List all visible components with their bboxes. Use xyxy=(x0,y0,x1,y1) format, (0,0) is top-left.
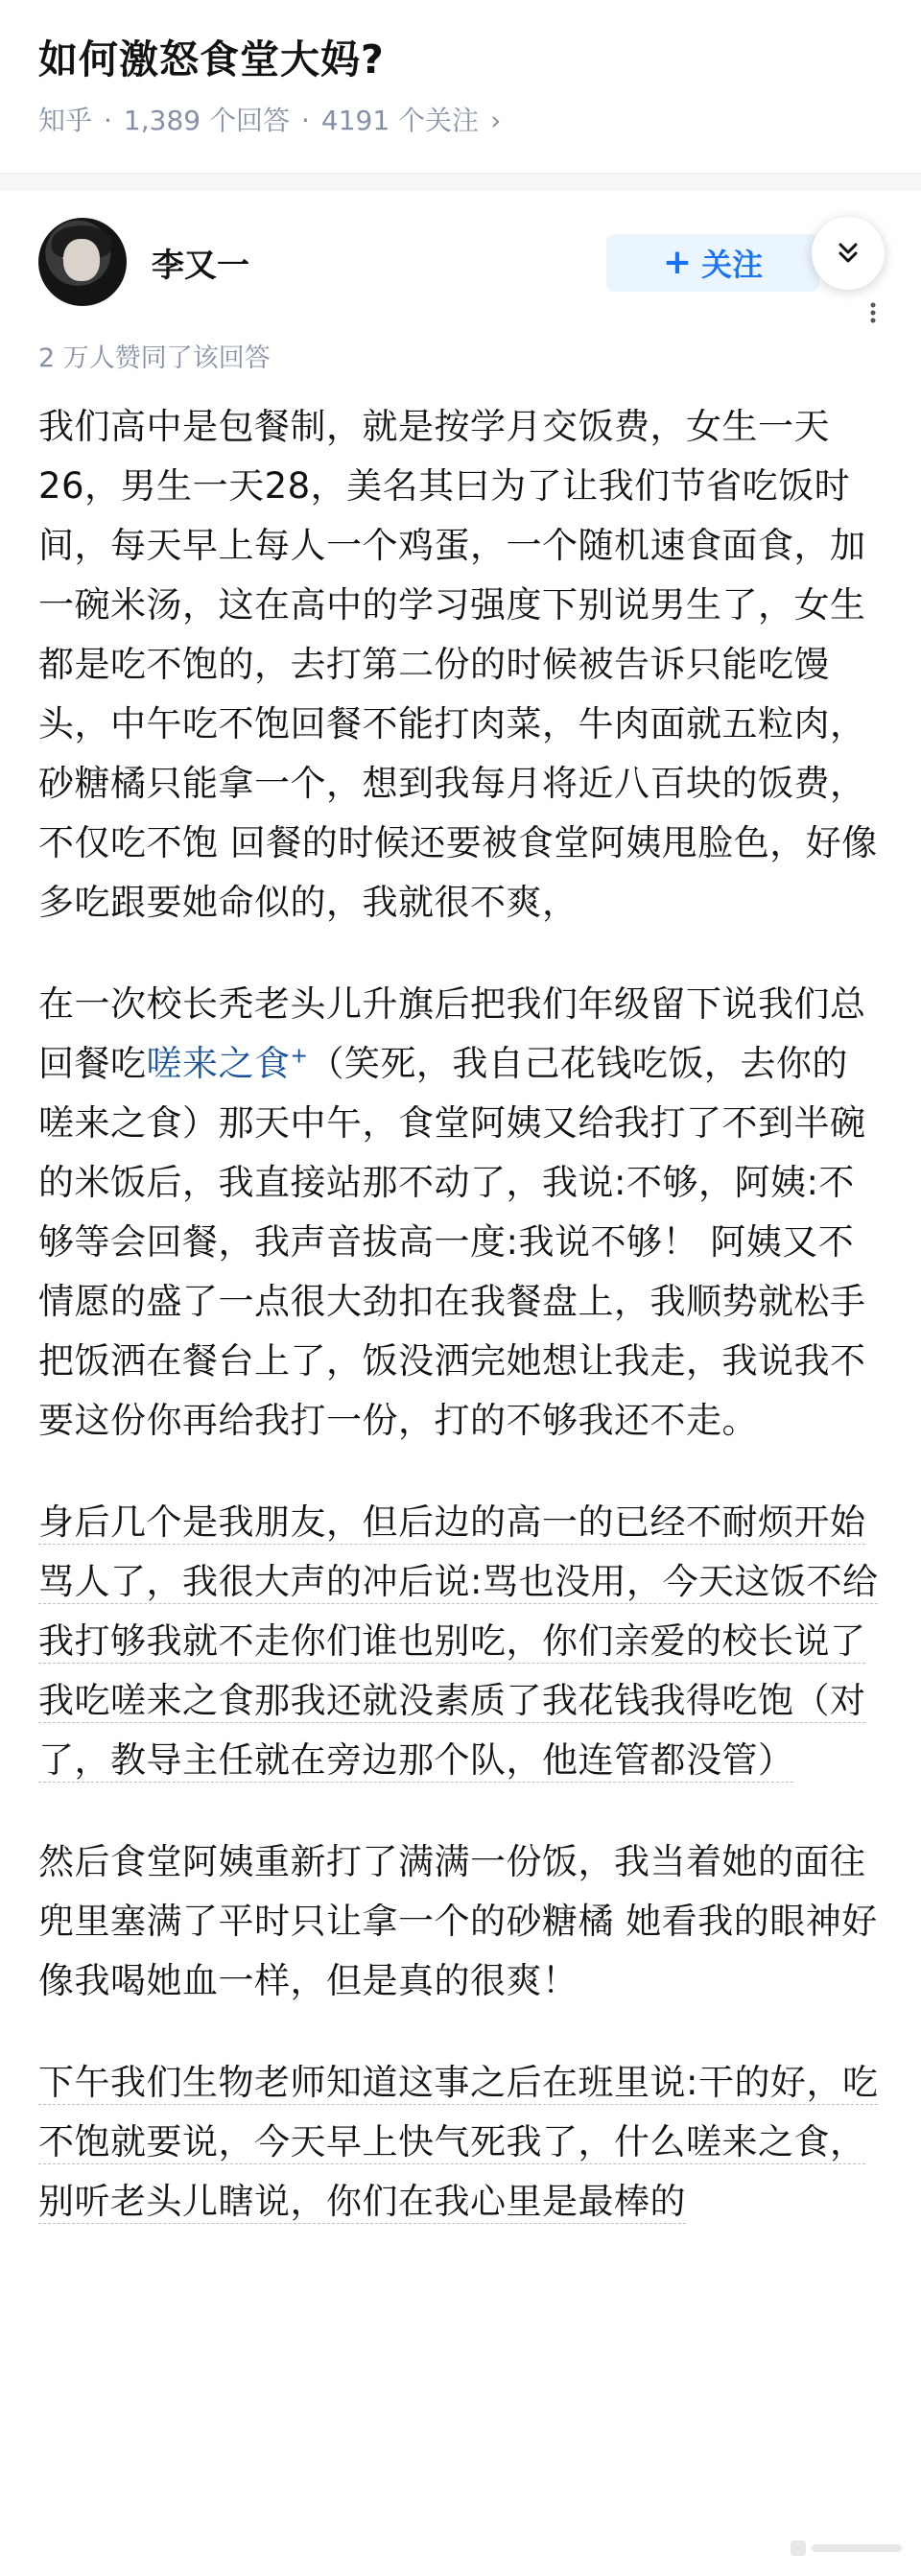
question-meta[interactable] xyxy=(38,102,883,140)
keyword-link-text: 嗟来之食 xyxy=(146,1043,291,1084)
answer-paragraph: 下午我们生物老师知道这事之后在班里说:干的好，吃不饱就要说，今天早上快气死我了，什么嗟来之食，别听老头儿瞎说，你们在我心里是最棒的 xyxy=(38,2062,879,2222)
paragraph-text: （笑死，我自己花钱吃饭，去你的嗟来之食）那天中午，食堂阿姨又给我打了不到半碗的米饭后，我直接站那不动了，我说:不够，阿姨:不够等会回餐，我声音拔高一度:我说不够！ 阿姨又不情愿的盛了一点很大劲扣在我餐盘上，我顺势就松手把饭洒在餐台上了，饭没洒完她想让我走，我说我不要这份你再给我打一份，打的不够我还不走。 xyxy=(38,1043,866,1441)
answers-count[interactable]: 1,389 个回答 xyxy=(123,105,290,136)
chevron-right-icon: › xyxy=(490,105,502,136)
plus-icon: + xyxy=(662,243,693,282)
answer-paragraph: 我们高中是包餐制，就是按学月交饭费，女生一天26，男生一天28，美名其曰为了让我们节省吃饭时间，每天早上每人一个鸡蛋，一个随机速食面食，加一碗米汤，这在高中的学习强度下别说男生了，女生都是吃不饱的，去打第二份的时候被告诉只能吃馒头，中午吃不饱回餐不能打肉菜，牛肉面就五粒肉，砂糖橘只能拿一个，想到我每月将近八百块的饭费，不仅吃不饱 回餐的时候还要被食堂阿姨甩脸色，好像多吃跟要她命似的，我就很不爽， xyxy=(38,406,878,923)
more-vertical-icon[interactable] xyxy=(863,301,883,324)
likes-count: 2 万人赞同了该回答 xyxy=(38,343,271,373)
collapse-button[interactable] xyxy=(812,217,885,290)
meta-separator: · xyxy=(300,105,310,136)
answer-paragraph: 身后几个是我朋友，但后边的高一的已经不耐烦开始骂人了，我很大声的冲后说:骂也没用，今天这饭不给我打够我就不走你们谁也别吃，你们亲爱的校长说了我吃嗟来之食那我还就没素质了我花钱我得吃饱（对了，教导主任就在旁边那个队，他连管都没管） xyxy=(38,1501,879,1781)
author-row xyxy=(0,190,921,334)
follow-label: 关注 xyxy=(701,247,764,283)
keyword-link[interactable] xyxy=(147,1043,309,1084)
avatar[interactable] xyxy=(38,218,127,306)
paragraph-text: 在一次校长秃老头儿升旗后把我们年级留下说我们总回餐吃 xyxy=(38,983,866,1084)
watermark-logo-icon xyxy=(791,2538,906,2559)
followers-count[interactable]: 4191 个关注 xyxy=(320,105,480,136)
source-label: 知乎 xyxy=(38,105,93,136)
author-name[interactable]: 李又一 xyxy=(152,246,249,285)
question-header xyxy=(0,0,921,140)
double-chevron-down-icon xyxy=(834,239,862,268)
answer-paragraph: 然后食堂阿姨重新打了满满一份饭，我当着她的面往兜里塞满了平时只让拿一个的砂糖橘 她看我的眼神好像我喝她血一样，但是真的很爽！ xyxy=(38,1841,878,2001)
link-marker-icon: + xyxy=(290,1044,309,1069)
question-title[interactable]: 如何激怒食堂大妈? xyxy=(38,36,385,83)
section-divider xyxy=(0,173,921,190)
follow-button[interactable] xyxy=(606,234,819,292)
answer-paragraph xyxy=(38,975,883,1451)
watermark xyxy=(781,2532,915,2564)
meta-separator: · xyxy=(104,105,112,136)
answer-content xyxy=(0,378,921,2232)
